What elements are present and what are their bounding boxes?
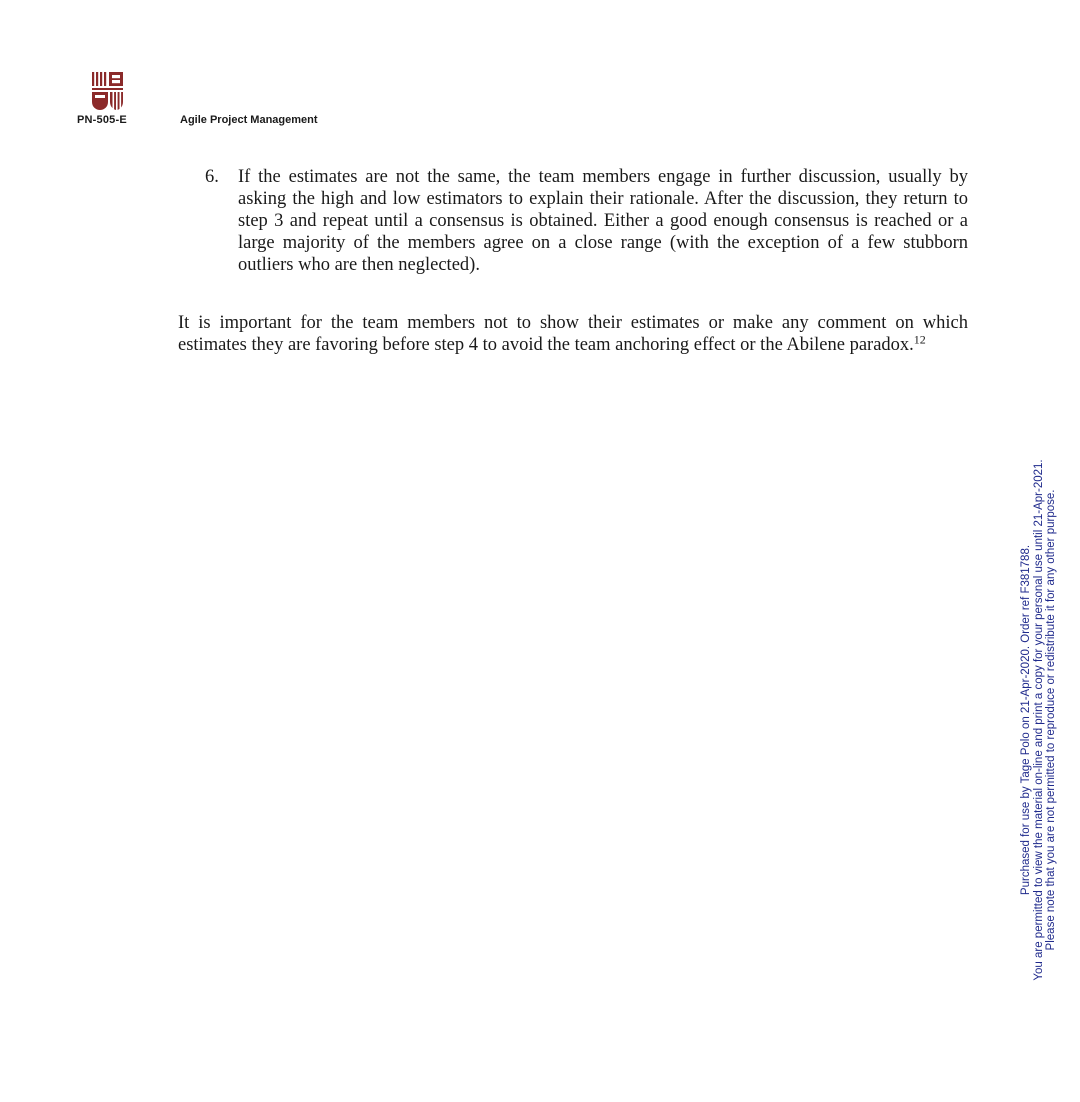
- watermark-line-3: Please note that you are not permitted to reproduce or redistribute it for any other purpose.: [1045, 489, 1057, 951]
- body-paragraph: [178, 312, 968, 356]
- list-item-text: If the estimates are not the same, the team members engage in further discussion, usually by asking the high and low estimators to explain their rationale. After the discussion, they return to step 3 and repeat until a consensus is obtained. Either a good enough consensus is reached or a large majority of the members agree on a close range (with the exception of a few stubborn outliers who are then neglected).: [238, 167, 968, 275]
- document-title: Agile Project Management: [180, 114, 318, 126]
- watermark-line-2: You are permitted to view the material on-line and print a copy for your personal use until 21-Apr-2021.: [1032, 459, 1045, 981]
- list-item-number: 6.: [205, 167, 219, 187]
- numbered-list-item: [205, 166, 968, 276]
- institution-shield-logo-icon: [91, 72, 125, 110]
- paragraph-text: It is important for the team members not to show their estimates or make any comment on which estimates they are favoring before step 4 to avoid the team anchoring effect or the Abilene paradox.: [178, 313, 968, 355]
- watermark-line-1: Purchased for use by Tage Polo on 21-Apr-2020. Order ref F381788.: [1020, 544, 1032, 896]
- purchase-watermark: [1020, 430, 1058, 1010]
- document-code: PN-505-E: [77, 114, 127, 126]
- footnote-reference: 12: [913, 332, 926, 347]
